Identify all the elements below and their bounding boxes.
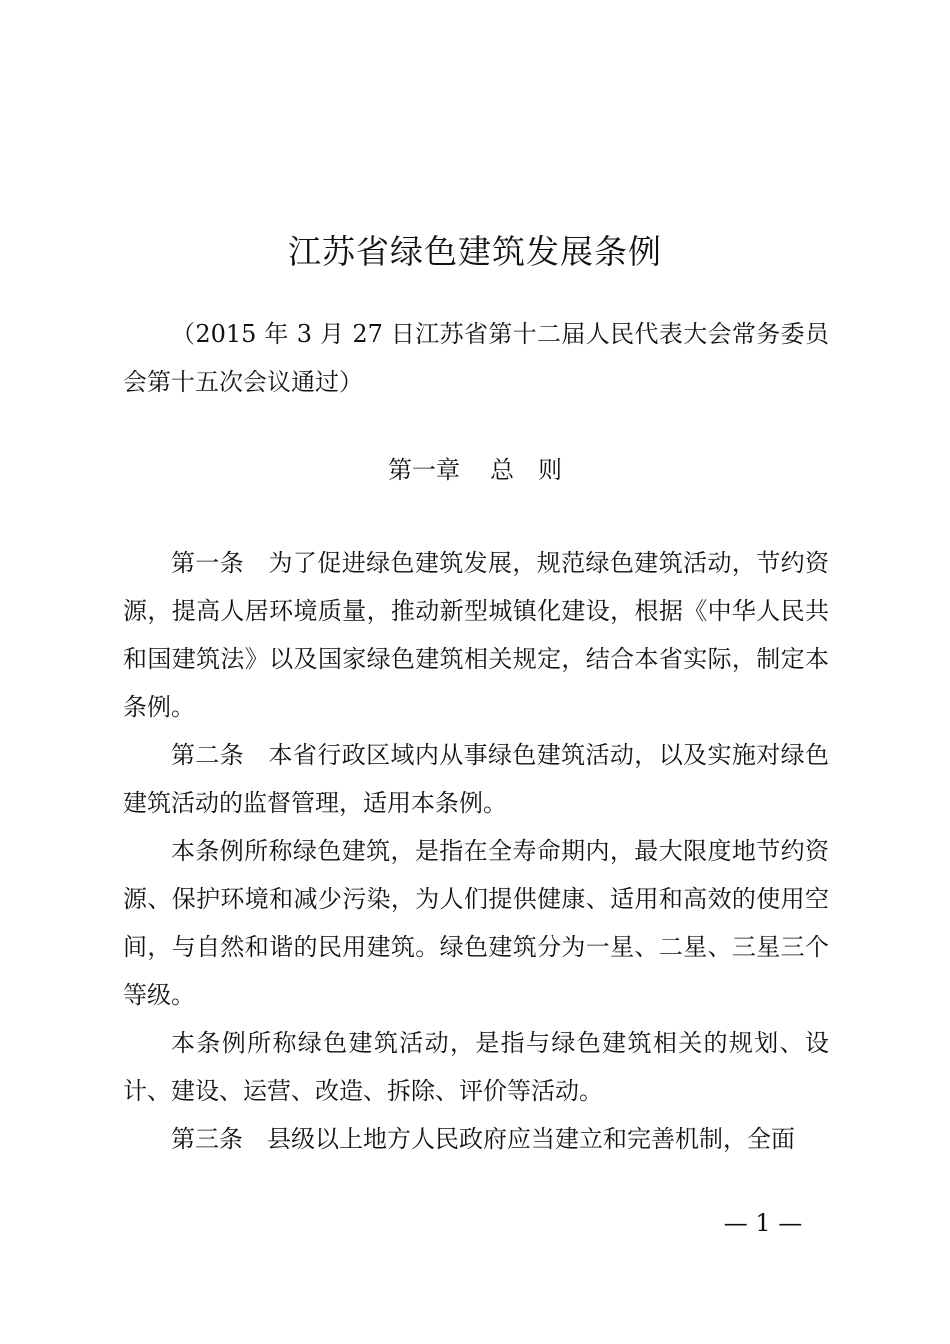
adoption-note: （2015 年 3 月 27 日江苏省第十二届人民代表大会常务委员会第十五次会议通过）: [123, 320, 829, 396]
page-number: — 1 —: [723, 1209, 803, 1237]
article-label: 第一条: [171, 549, 245, 577]
article-text: 本省行政区域内从事绿色建筑活动，以及实施对绿色建筑活动的监督管理，适用本条例。: [123, 741, 830, 817]
chapter-number: 第一章: [388, 456, 460, 484]
article-text: 县级以上地方人民政府应当建立和完善机制，全面: [267, 1125, 795, 1153]
article-3: [123, 1115, 829, 1163]
chapter-name-part1: 总: [490, 456, 514, 484]
paragraph-green-building-definition: 本条例所称绿色建筑，是指在全寿命期内，最大限度地节约资源、保护环境和减少污染，为人们提供健康、适用和高效的使用空间，与自然和谐的民用建筑。绿色建筑分为一星、二星、三星三个等级。: [123, 837, 829, 1009]
article-label: 第二条: [171, 741, 245, 769]
chapter-name-part2: 则: [538, 456, 562, 484]
chapter-heading: [0, 446, 950, 494]
article-text: 为了促进绿色建筑发展，规范绿色建筑活动，节约资源，提高人居环境质量，推动新型城镇化建设，根据《中华人民共和国建筑法》以及国家绿色建筑相关规定，结合本省实际，制定本条例。: [123, 549, 830, 721]
article-2: [123, 731, 829, 827]
paragraph-green-building-activity-definition: 本条例所称绿色建筑活动，是指与绿色建筑相关的规划、设计、建设、运营、改造、拆除、评价等活动。: [123, 1029, 829, 1105]
article-label: 第三条: [171, 1125, 243, 1153]
document-title: 江苏省绿色建筑发展条例: [288, 232, 662, 271]
article-1: [123, 539, 829, 731]
